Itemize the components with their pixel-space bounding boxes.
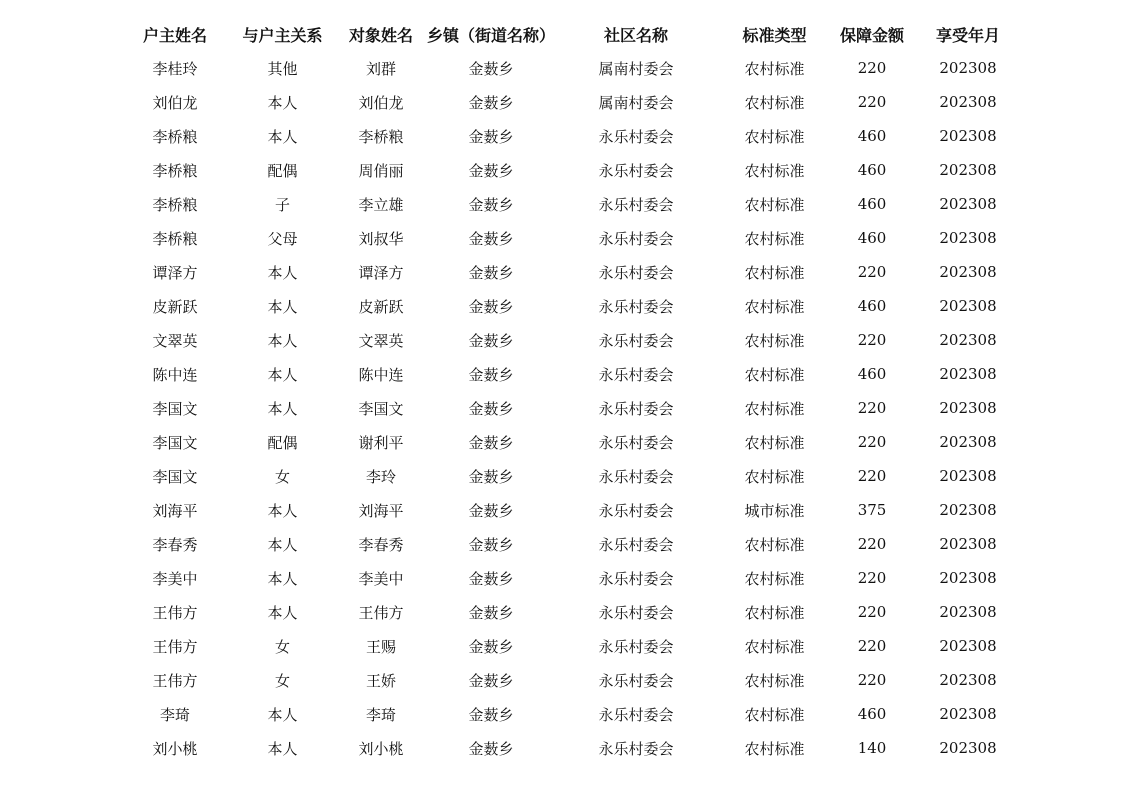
cell-community: 永乐村委会: [598, 433, 674, 452]
table-row: [120, 527, 1024, 561]
cell-standard-type: 农村标准: [744, 433, 805, 452]
cell-amount: 460: [857, 229, 887, 247]
cell-recipient-name: 文翠英: [358, 331, 404, 350]
cell-household-head: 李桂玲: [152, 59, 198, 78]
cell-household-head: 李美中: [152, 569, 198, 588]
cell-township: 金薮乡: [468, 569, 514, 588]
cell-period: 202308: [939, 603, 997, 621]
cell-township: 金薮乡: [468, 501, 514, 520]
cell-amount: 460: [857, 127, 887, 145]
cell-amount: 220: [857, 331, 887, 349]
cell-household-head: 王伟方: [152, 637, 198, 656]
cell-standard-type: 农村标准: [744, 637, 805, 656]
cell-community: 永乐村委会: [598, 195, 674, 214]
cell-township: 金薮乡: [468, 331, 514, 350]
cell-community: 永乐村委会: [598, 297, 674, 316]
cell-household-head: 李琦: [159, 705, 190, 724]
cell-recipient-name: 刘叔华: [358, 229, 404, 248]
cell-relationship: 本人: [267, 603, 298, 622]
cell-household-head: 李春秀: [152, 535, 198, 554]
cell-household-head: 李桥粮: [152, 229, 198, 248]
cell-period: 202308: [939, 195, 997, 213]
table-row: [120, 629, 1024, 663]
cell-household-head: 王伟方: [152, 603, 198, 622]
cell-standard-type: 农村标准: [744, 331, 805, 350]
table-row: [120, 391, 1024, 425]
cell-household-head: 李国文: [152, 399, 198, 418]
cell-standard-type: 农村标准: [744, 739, 805, 758]
table-row: [120, 561, 1024, 595]
cell-community: 永乐村委会: [598, 127, 674, 146]
cell-amount: 460: [857, 365, 887, 383]
cell-household-head: 刘伯龙: [152, 93, 198, 112]
cell-standard-type: 农村标准: [744, 195, 805, 214]
cell-standard-type: 农村标准: [744, 365, 805, 384]
table-row: [120, 731, 1024, 765]
cell-community: 永乐村委会: [598, 705, 674, 724]
cell-period: 202308: [939, 535, 997, 553]
cell-household-head: 刘海平: [152, 501, 198, 520]
table-row: [120, 187, 1024, 221]
cell-township: 金薮乡: [468, 195, 514, 214]
cell-community: 永乐村委会: [598, 637, 674, 656]
cell-relationship: 本人: [267, 263, 298, 282]
cell-relationship: 本人: [267, 569, 298, 588]
cell-recipient-name: 刘海平: [358, 501, 404, 520]
cell-community: 永乐村委会: [598, 501, 674, 520]
cell-recipient-name: 刘小桃: [358, 739, 404, 758]
cell-township: 金薮乡: [468, 603, 514, 622]
cell-amount: 220: [857, 603, 887, 621]
cell-household-head: 王伟方: [152, 671, 198, 690]
cell-community: 永乐村委会: [598, 467, 674, 486]
cell-relationship: 配偶: [267, 161, 298, 180]
cell-standard-type: 农村标准: [744, 671, 805, 690]
cell-community: 永乐村委会: [598, 739, 674, 758]
cell-recipient-name: 李玲: [365, 467, 396, 486]
cell-standard-type: 农村标准: [744, 59, 805, 78]
table-row: [120, 255, 1024, 289]
header-township: 乡镇（街道名称）: [427, 25, 556, 45]
cell-community: 永乐村委会: [598, 229, 674, 248]
table-row: [120, 323, 1024, 357]
header-community: 社区名称: [604, 25, 669, 45]
header-amount: 保障金额: [840, 25, 905, 45]
cell-relationship: 本人: [267, 297, 298, 316]
cell-standard-type: 农村标准: [744, 603, 805, 622]
cell-household-head: 李国文: [152, 467, 198, 486]
cell-recipient-name: 李桥粮: [358, 127, 404, 146]
cell-period: 202308: [939, 569, 997, 587]
table-row: [120, 357, 1024, 391]
cell-amount: 460: [857, 161, 887, 179]
cell-township: 金薮乡: [468, 365, 514, 384]
cell-period: 202308: [939, 501, 997, 519]
cell-amount: 460: [857, 297, 887, 315]
cell-relationship: 本人: [267, 93, 298, 112]
cell-recipient-name: 李立雄: [358, 195, 404, 214]
cell-township: 金薮乡: [468, 637, 514, 656]
cell-community: 永乐村委会: [598, 569, 674, 588]
cell-community: 属南村委会: [598, 93, 674, 112]
cell-township: 金薮乡: [468, 535, 514, 554]
cell-community: 永乐村委会: [598, 603, 674, 622]
cell-township: 金薮乡: [468, 161, 514, 180]
cell-period: 202308: [939, 59, 997, 77]
cell-household-head: 李桥粮: [152, 127, 198, 146]
cell-recipient-name: 陈中连: [358, 365, 404, 384]
cell-relationship: 父母: [267, 229, 298, 248]
cell-community: 属南村委会: [598, 59, 674, 78]
cell-period: 202308: [939, 297, 997, 315]
cell-period: 202308: [939, 399, 997, 417]
cell-recipient-name: 谭泽方: [358, 263, 404, 282]
cell-household-head: 皮新跃: [152, 297, 198, 316]
cell-period: 202308: [939, 161, 997, 179]
table-row: [120, 493, 1024, 527]
table-row: [120, 119, 1024, 153]
cell-township: 金薮乡: [468, 739, 514, 758]
beneficiary-table: [120, 17, 1024, 765]
cell-recipient-name: 周俏丽: [358, 161, 404, 180]
cell-relationship: 本人: [267, 365, 298, 384]
cell-period: 202308: [939, 705, 997, 723]
table-row: [120, 697, 1024, 731]
cell-amount: 220: [857, 399, 887, 417]
cell-recipient-name: 谢利平: [358, 433, 404, 452]
cell-township: 金薮乡: [468, 229, 514, 248]
cell-recipient-name: 李国文: [358, 399, 404, 418]
cell-amount: 140: [857, 739, 887, 757]
cell-recipient-name: 刘群: [365, 59, 396, 78]
cell-period: 202308: [939, 331, 997, 349]
cell-standard-type: 农村标准: [744, 93, 805, 112]
cell-standard-type: 城市标准: [744, 501, 805, 520]
table-row: [120, 221, 1024, 255]
cell-period: 202308: [939, 671, 997, 689]
cell-relationship: 本人: [267, 331, 298, 350]
cell-period: 202308: [939, 93, 997, 111]
cell-period: 202308: [939, 365, 997, 383]
cell-household-head: 谭泽方: [152, 263, 198, 282]
cell-township: 金薮乡: [468, 399, 514, 418]
table-row: [120, 459, 1024, 493]
table-row: [120, 663, 1024, 697]
table-row: [120, 289, 1024, 323]
cell-relationship: 女: [274, 637, 290, 656]
cell-recipient-name: 李美中: [358, 569, 404, 588]
table-body: [120, 51, 1024, 765]
cell-relationship: 本人: [267, 739, 298, 758]
cell-household-head: 刘小桃: [152, 739, 198, 758]
cell-amount: 220: [857, 535, 887, 553]
cell-standard-type: 农村标准: [744, 467, 805, 486]
cell-township: 金薮乡: [468, 263, 514, 282]
cell-amount: 220: [857, 637, 887, 655]
cell-standard-type: 农村标准: [744, 263, 805, 282]
cell-amount: 220: [857, 59, 887, 77]
cell-township: 金薮乡: [468, 297, 514, 316]
cell-township: 金薮乡: [468, 433, 514, 452]
cell-township: 金薮乡: [468, 93, 514, 112]
cell-period: 202308: [939, 229, 997, 247]
cell-standard-type: 农村标准: [744, 297, 805, 316]
cell-amount: 220: [857, 263, 887, 281]
cell-amount: 220: [857, 433, 887, 451]
cell-community: 永乐村委会: [598, 161, 674, 180]
cell-relationship: 女: [274, 671, 290, 690]
cell-recipient-name: 王伟方: [358, 603, 404, 622]
cell-recipient-name: 皮新跃: [358, 297, 404, 316]
cell-relationship: 本人: [267, 705, 298, 724]
cell-township: 金薮乡: [468, 127, 514, 146]
cell-community: 永乐村委会: [598, 263, 674, 282]
cell-township: 金薮乡: [468, 59, 514, 78]
table-header-row: [120, 17, 1024, 51]
table-row: [120, 595, 1024, 629]
cell-period: 202308: [939, 127, 997, 145]
cell-relationship: 配偶: [267, 433, 298, 452]
cell-community: 永乐村委会: [598, 535, 674, 554]
cell-relationship: 女: [274, 467, 290, 486]
cell-relationship: 本人: [267, 399, 298, 418]
cell-period: 202308: [939, 433, 997, 451]
header-period: 享受年月: [936, 25, 1001, 45]
cell-household-head: 李桥粮: [152, 195, 198, 214]
header-recipient-name: 对象姓名: [348, 25, 413, 45]
cell-amount: 375: [857, 501, 887, 519]
cell-recipient-name: 李琦: [365, 705, 396, 724]
cell-relationship: 其他: [267, 59, 298, 78]
cell-community: 永乐村委会: [598, 365, 674, 384]
cell-amount: 220: [857, 569, 887, 587]
cell-amount: 220: [857, 467, 887, 485]
table-row: [120, 51, 1024, 85]
cell-community: 永乐村委会: [598, 331, 674, 350]
cell-standard-type: 农村标准: [744, 399, 805, 418]
cell-recipient-name: 李春秀: [358, 535, 404, 554]
cell-amount: 460: [857, 195, 887, 213]
cell-relationship: 本人: [267, 535, 298, 554]
table-row: [120, 153, 1024, 187]
cell-household-head: 陈中连: [152, 365, 198, 384]
cell-amount: 220: [857, 671, 887, 689]
cell-standard-type: 农村标准: [744, 569, 805, 588]
cell-township: 金薮乡: [468, 705, 514, 724]
cell-standard-type: 农村标准: [744, 705, 805, 724]
cell-standard-type: 农村标准: [744, 127, 805, 146]
cell-standard-type: 农村标准: [744, 535, 805, 554]
cell-recipient-name: 王赐: [365, 637, 396, 656]
cell-period: 202308: [939, 637, 997, 655]
cell-amount: 220: [857, 93, 887, 111]
cell-period: 202308: [939, 263, 997, 281]
header-relationship: 与户主关系: [242, 25, 323, 45]
cell-household-head: 李桥粮: [152, 161, 198, 180]
cell-community: 永乐村委会: [598, 671, 674, 690]
cell-household-head: 李国文: [152, 433, 198, 452]
cell-township: 金薮乡: [468, 467, 514, 486]
cell-standard-type: 农村标准: [744, 229, 805, 248]
cell-relationship: 本人: [267, 127, 298, 146]
cell-household-head: 文翠英: [152, 331, 198, 350]
table-row: [120, 425, 1024, 459]
cell-community: 永乐村委会: [598, 399, 674, 418]
table-row: [120, 85, 1024, 119]
cell-period: 202308: [939, 739, 997, 757]
cell-recipient-name: 刘伯龙: [358, 93, 404, 112]
header-household-head: 户主姓名: [142, 25, 207, 45]
cell-amount: 460: [857, 705, 887, 723]
cell-relationship: 本人: [267, 501, 298, 520]
cell-standard-type: 农村标准: [744, 161, 805, 180]
cell-relationship: 子: [274, 195, 290, 214]
cell-township: 金薮乡: [468, 671, 514, 690]
cell-recipient-name: 王娇: [365, 671, 396, 690]
cell-period: 202308: [939, 467, 997, 485]
header-standard-type: 标准类型: [742, 25, 807, 45]
